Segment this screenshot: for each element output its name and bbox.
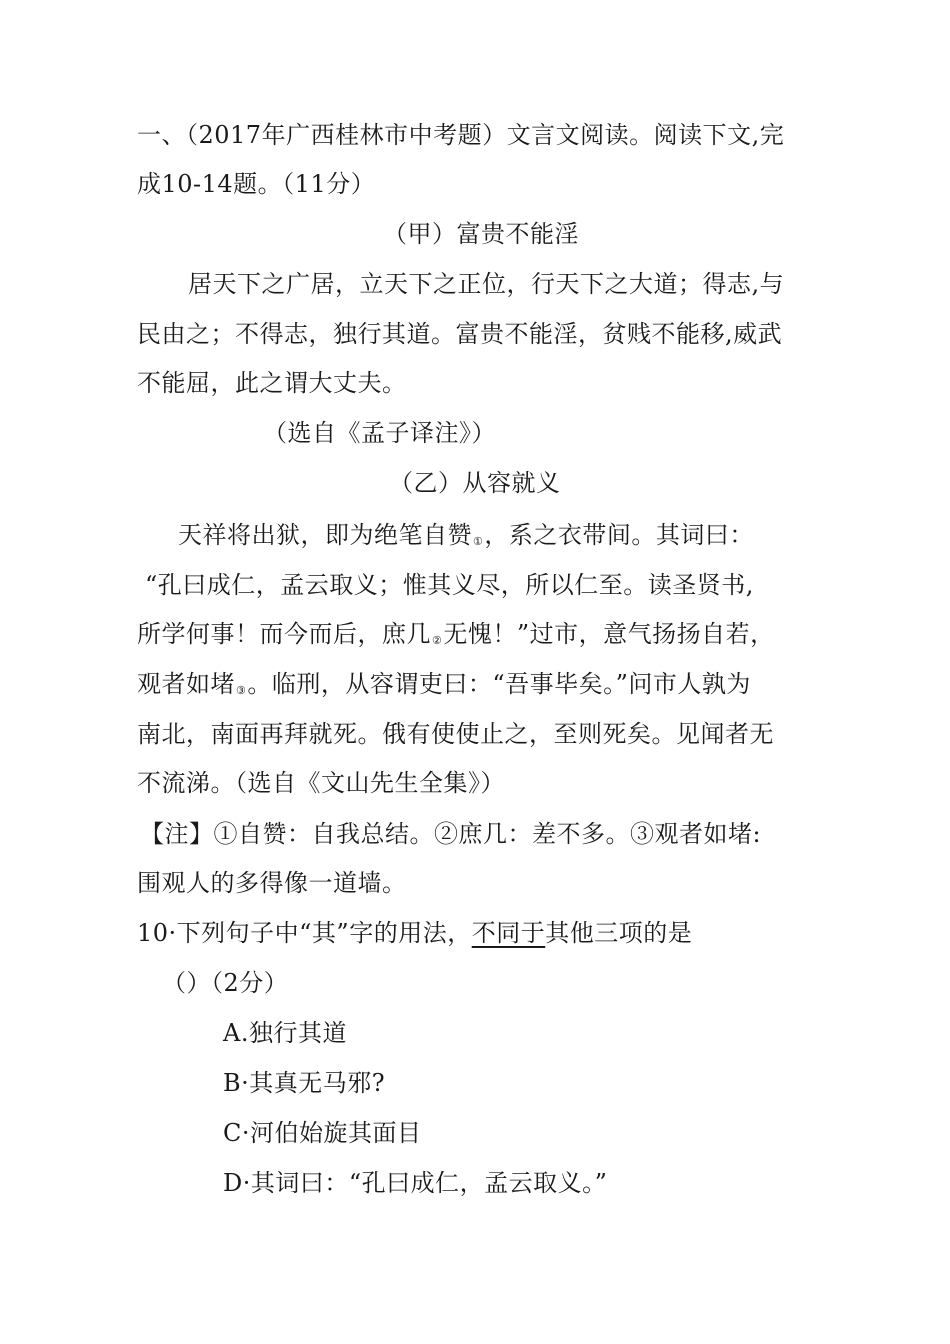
passage-b-line-6: 不流涕。（选自《文山先生全集》） (137, 769, 505, 797)
footnote-mark-3: ③ (236, 684, 247, 697)
footnote-mark-2: ② (432, 634, 443, 647)
option-a: A.独行其道 (223, 1019, 347, 1047)
passage-b-line-4: 观者如堵③。临刑，从容谓吏曰：“吾事毕矣。”问市人孰为 (137, 670, 751, 698)
option-b: B·其真无马邪? (223, 1069, 386, 1097)
emphasis-underline: 不同于 (471, 919, 546, 947)
passage-a-line-1: 居天下之广居，立天下之正位，行天下之大道；得志,与 (188, 270, 785, 298)
question-intro-line-2: 成10-14题。（11分） (137, 170, 376, 198)
question-intro-line-1: 一、（2017年广西桂林市中考题）文言文阅读。阅读下文,完 (137, 121, 785, 149)
footnote-mark-1: ① (473, 535, 484, 548)
passage-b-line-2: “孔曰成仁，孟云取义；惟其义尽，所以仁至。读圣贤书, (145, 571, 754, 599)
passage-b-line-5: 南北，南面再拜就死。俄有使使止之，至则死矣。见闻者无 (137, 720, 774, 748)
notes-line-1: 【注】①自赞：自我总结。②庶几：差不多。③观者如堵: (140, 820, 762, 848)
passage-a-source: （选自《孟子译注》） (263, 419, 496, 447)
question-10-stem: 10·下列句子中“其”字的用法，不同于其他三项的是 (137, 919, 693, 947)
passage-b-title: （乙）从容就义 (389, 469, 561, 497)
notes-line-2: 围观人的多得像一道墙。 (137, 869, 407, 897)
option-d: D·其词曰：“孔曰成仁，孟云取义。” (223, 1169, 608, 1197)
passage-a-title: （甲）富贵不能淫 (383, 220, 579, 248)
answer-blank: （）（2分） (162, 969, 289, 997)
passage-a-line-3: 不能屈，此之谓大丈夫。 (137, 369, 407, 397)
option-c: C·河伯始旋其面目 (223, 1119, 422, 1147)
passage-b-line-3: 所学何事！而今而后，庶几②无愧！”过市，意气扬扬自若， (137, 620, 775, 648)
passage-a-line-2: 民由之；不得志，独行其道。富贵不能淫，贫贱不能移,威武 (137, 320, 783, 348)
passage-b-line-1: 天祥将出狱，即为绝笔自赞①，系之衣带间。其词曰： (178, 521, 754, 549)
